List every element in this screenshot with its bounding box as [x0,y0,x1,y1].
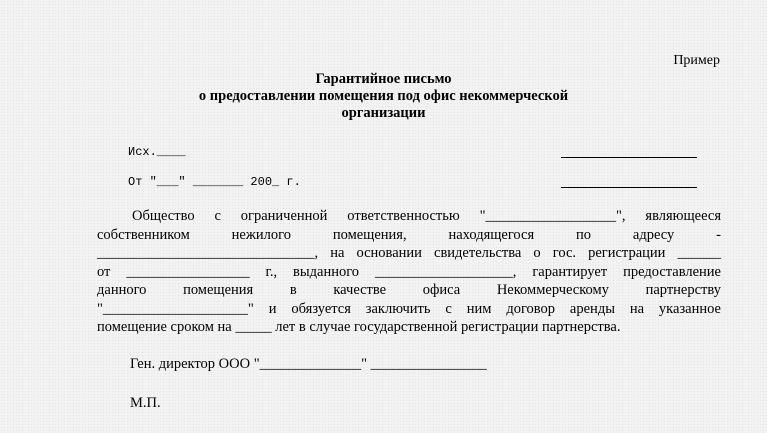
director-signature: Ген. директор ООО "______________" ________________ [130,356,487,372]
recipient-line-2 [561,187,697,188]
body-line-1: Общество с ограниченной ответственностью "__________________", являющееся [132,208,721,224]
body-line-2: собственником нежилого помещения, находящегося по адресу - [97,226,721,243]
title-line-1: Гарантийное письмо [315,71,452,87]
body-line-7: помещение сроком на _____ лет в случае государственной регистрации партнерства. [97,319,621,335]
body-line-3: ______________________________, на основании свидетельства о гос. регистрации ______ [97,245,721,261]
body-line-5: данного помещения в качестве офиса Некоммерческому партнерству [97,282,721,298]
body-line-4: от _________________ г., выданного ___________________, гарантирует предоставление [97,263,721,280]
title-line-3: организации [341,105,426,121]
letter-body [97,207,721,337]
example-label: Пример [673,53,720,68]
outgoing-number: Исх.____ [128,145,186,159]
recipient-line-1 [561,157,697,158]
body-line-6: "____________________" и обязуется заключить с ним договор аренды на указанное [97,300,721,317]
document-title [0,71,767,122]
letter-date: От "___" _______ 200_ г. [128,175,301,189]
title-line-2: о предоставлении помещения под офис некоммерческой [198,88,569,104]
stamp-place: М.П. [130,395,161,411]
